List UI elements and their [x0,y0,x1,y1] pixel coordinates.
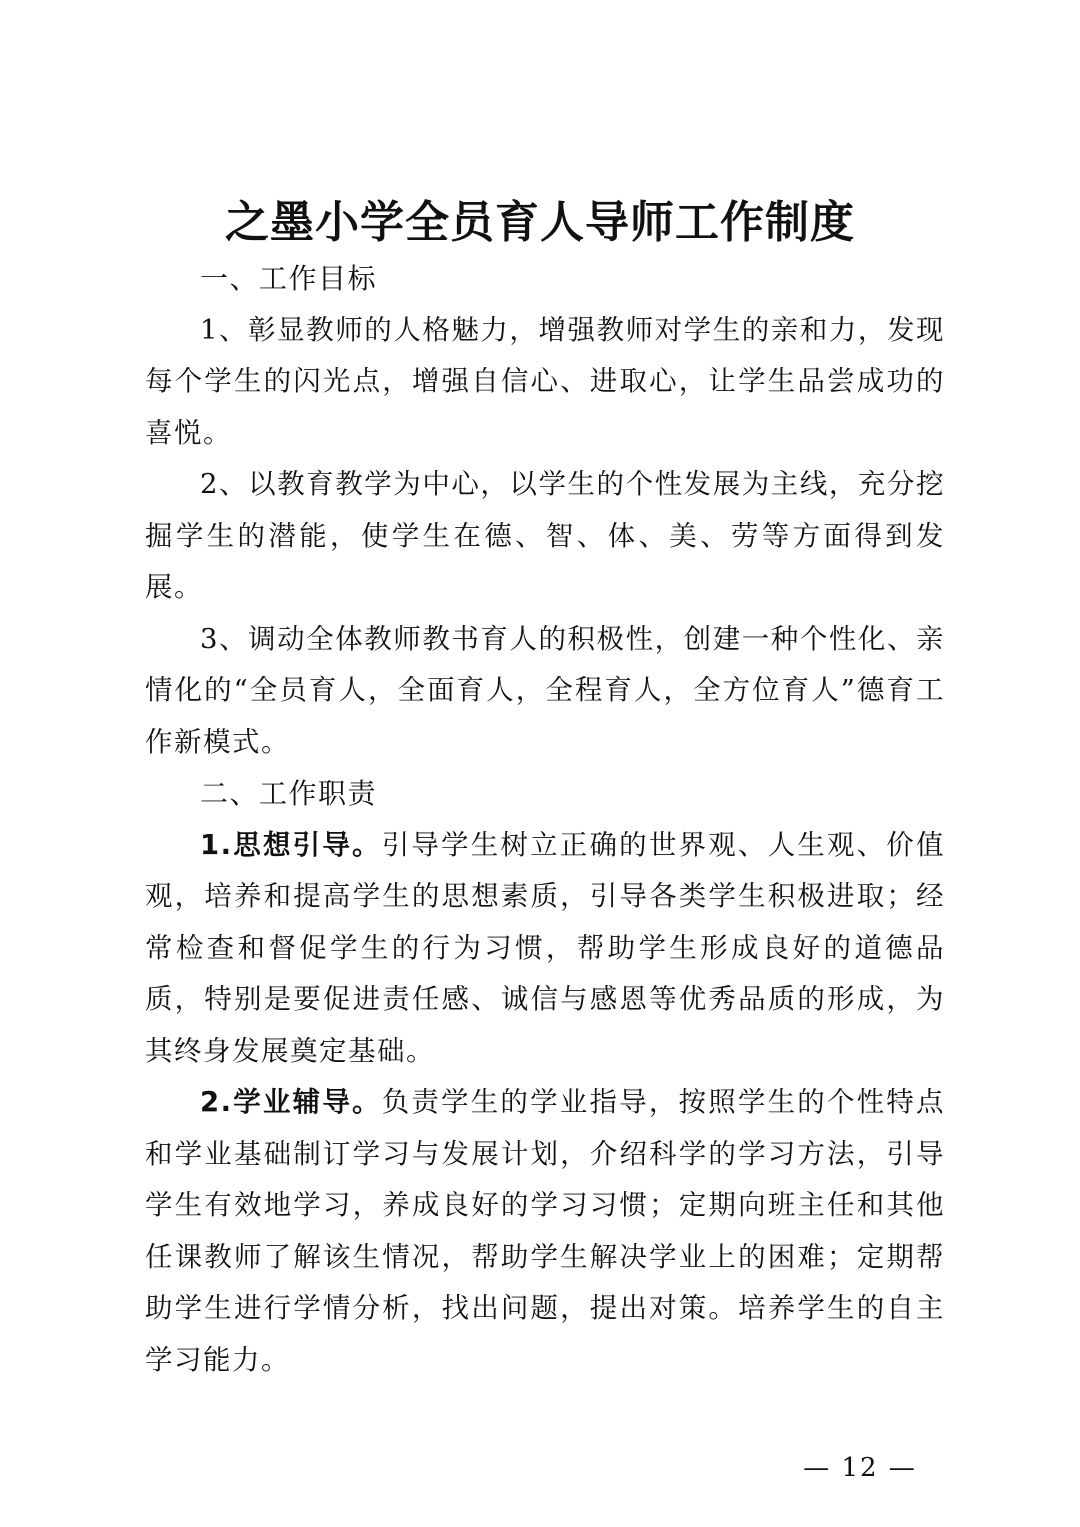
page-number: — 12 — [803,1453,917,1483]
goal-paragraph-2: 2、以教育教学为中心，以学生的个性发展为主线，充分挖掘学生的潜能，使学生在德、智、体、美、劳等方面得到发展。 [145,468,945,603]
goal-paragraph-1: 1、彰显教师的人格魅力，增强教师对学生的亲和力，发现每个学生的闪光点，增强自信心、进取心，让学生品尝成功的喜悦。 [145,313,945,449]
document-body [145,253,945,1386]
duty-paragraph-1 [145,820,945,1078]
goal-paragraph-3: 3、调动全体教师教书育人的积极性，创建一种个性化、亲情化的“全员育人，全面育人，全程育人，全方位育人”德育工作新模式。 [145,622,945,758]
duty-text-1: 引导学生树立正确的世界观、人生观、价值观，培养和提高学生的思想素质，引导各类学生积极进取；经常检查和督促学生的行为习惯，帮助学生形成良好的道德品质，特别是要促进责任感、诚信与感恩等优秀品质的形成，为其终身发展奠定基础。 [145,828,945,1067]
duty-lead-1: 1.思想引导。 [200,828,382,861]
document-title: 之墨小学全员育人导师工作制度 [225,197,855,248]
duty-paragraph-2 [145,1077,945,1386]
duty-lead-2: 2.学业辅导。 [200,1086,382,1118]
section-heading-duties: 二、工作职责 [200,777,378,810]
section-heading-goals: 一、工作目标 [200,262,378,295]
duty-text-2: 负责学生的学业指导，按照学生的个性特点和学业基础制订学习与发展计划，介绍科学的学习方法，引导学生有效地学习，养成良好的学习习惯；定期向班主任和其他任课教师了解该生情况，帮助学生解决学业上的困难；定期帮助学生进行学情分析，找出问题，提出对策。培养学生的自主学习能力。 [145,1086,945,1376]
